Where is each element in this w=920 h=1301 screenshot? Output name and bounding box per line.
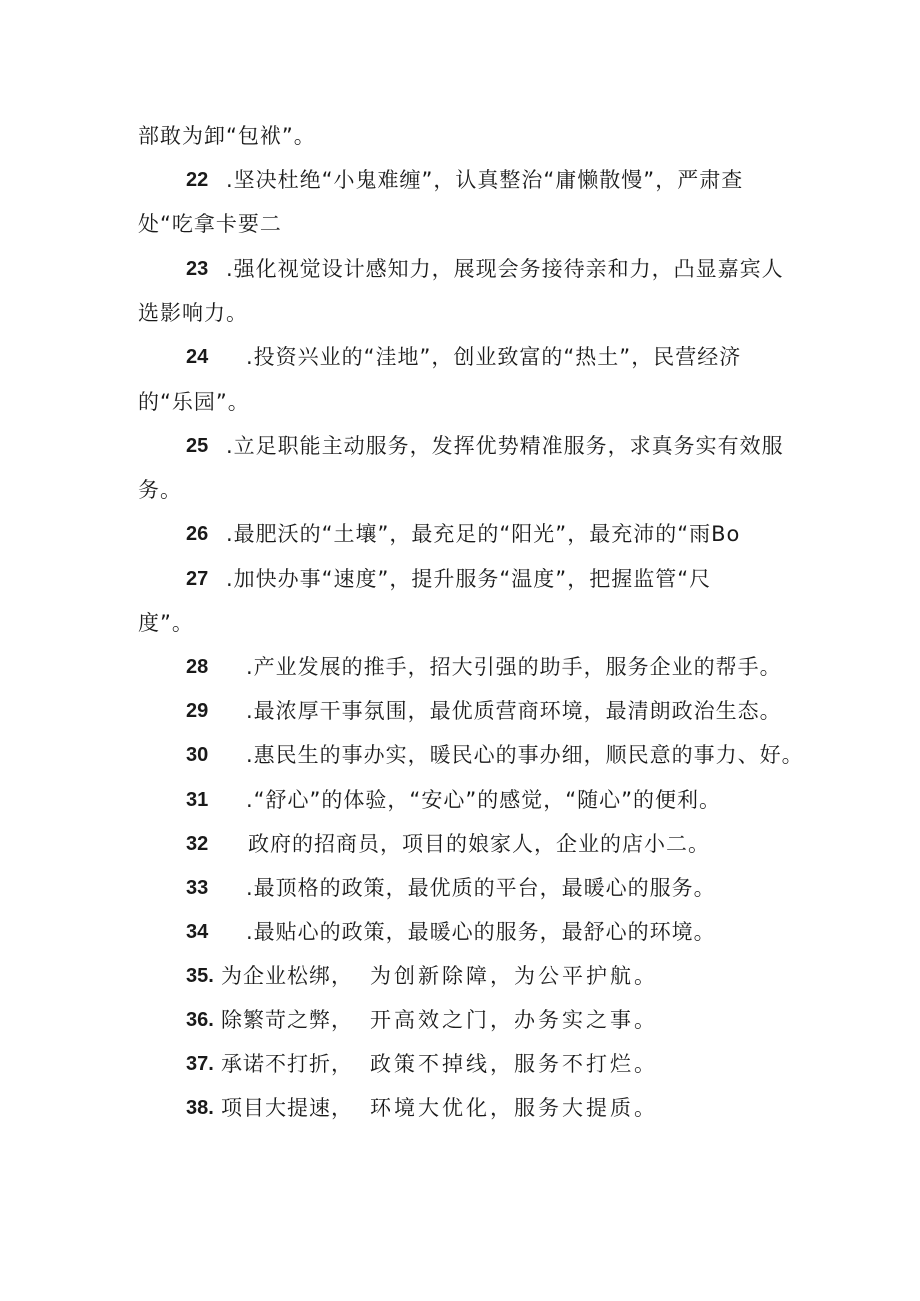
line-text: .最贴心的政策，最暖心的服务，最舒心的环境。 (246, 920, 716, 944)
item-number: 36. (186, 1009, 214, 1031)
line-text: 除繁苛之弊， (221, 1008, 353, 1032)
line-text: 务。 (138, 478, 182, 502)
item-number: 27 (186, 568, 209, 590)
item-number: 37. (186, 1053, 214, 1075)
item-number: 25 (186, 435, 209, 457)
item-number: 22 (186, 169, 209, 191)
line-text: .强化视觉设计感知力，展现会务接待亲和力，凸显嘉宾人 (226, 257, 784, 281)
line-text: .坚决杜绝“小鬼难缠”，认真整治“庸懒散慢”，严肃查 (226, 168, 744, 192)
line-text: 处“吃拿卡要二 (138, 212, 282, 236)
item-number: 28 (186, 656, 209, 678)
item-number: 38. (186, 1097, 214, 1119)
item-number: 29 (186, 700, 209, 722)
line-text: 为企业松绑， (221, 964, 353, 988)
item-number: 34 (186, 921, 209, 943)
line-text: .最肥沃的“土壤”，最充足的“阳光”，最充沛的“雨Bo (226, 522, 741, 546)
line-text-continued: 环境大优化，服务大提质。 (370, 1096, 658, 1120)
line-text: 部敢为卸“包袱”。 (138, 124, 316, 148)
item-number: 35. (186, 965, 214, 987)
item-number: 23 (186, 258, 209, 280)
line-text: 选影响力。 (138, 301, 248, 325)
line-text-continued: 政策不掉线，服务不打烂。 (370, 1052, 658, 1076)
line-text: 的“乐园”。 (138, 390, 250, 414)
line-text: 度”。 (138, 611, 194, 635)
line-text: 承诺不打折， (221, 1052, 353, 1076)
line-text: .投资兴业的“洼地”，创业致富的“热土”，民营经济 (246, 345, 742, 369)
line-text: .最浓厚干事氛围，最优质营商环境，最清朗政治生态。 (246, 699, 782, 723)
line-text: .产业发展的推手，招大引强的助手，服务企业的帮手。 (246, 655, 782, 679)
line-text: .最顶格的政策，最优质的平台，最暖心的服务。 (246, 876, 716, 900)
line-text: .惠民生的事办实，暖民心的事办细，顺民意的事力、好。 (246, 743, 804, 767)
line-text-continued: 为创新除障，为公平护航。 (370, 964, 658, 988)
item-number: 30 (186, 744, 209, 766)
item-number: 24 (186, 346, 209, 368)
item-number: 32 (186, 833, 209, 855)
line-text: .立足职能主动服务，发挥优势精准服务，求真务实有效服 (226, 434, 784, 458)
line-text: 项目大提速， (221, 1096, 353, 1120)
item-number: 26 (186, 523, 209, 545)
item-number: 33 (186, 877, 209, 899)
line-text: .加快办事“速度”，提升服务“温度”，把握监管“尺 (226, 567, 712, 591)
line-text-continued: 开高效之门，办务实之事。 (370, 1008, 658, 1032)
item-number: 31 (186, 789, 209, 811)
line-text: 政府的招商员，项目的娘家人，企业的店小二。 (248, 832, 710, 856)
line-text: .“舒心”的体验，“安心”的感觉，“随心”的便利。 (246, 788, 721, 812)
